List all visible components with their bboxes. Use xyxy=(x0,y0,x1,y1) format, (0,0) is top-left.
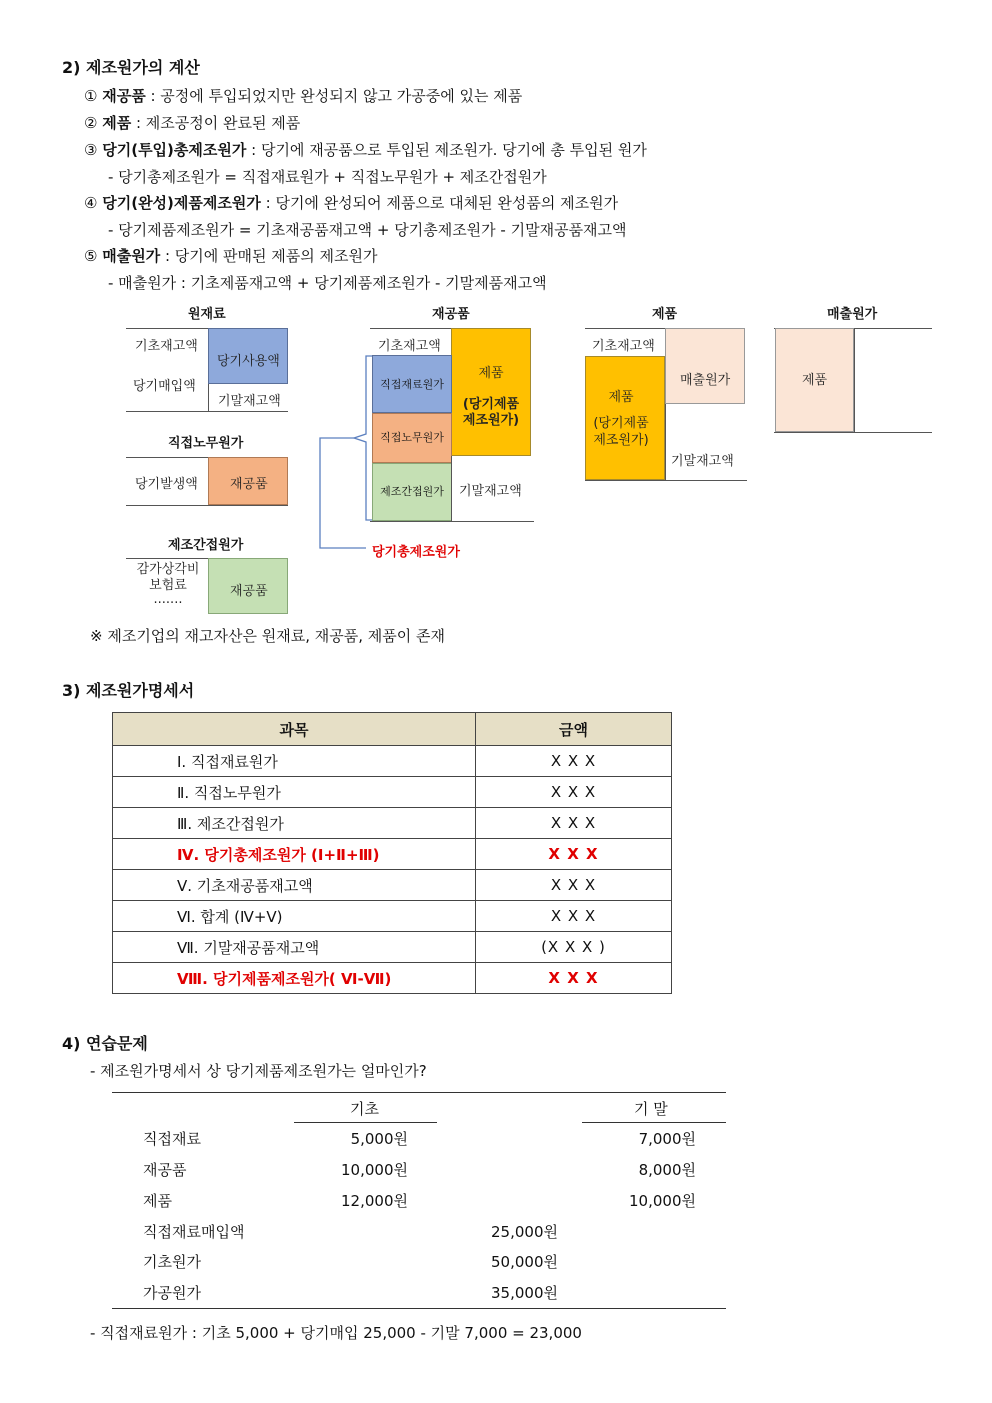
oh-wip: 재공품 xyxy=(230,584,268,599)
extra-value: 25,000원 xyxy=(491,1223,558,1241)
exercise-bottom-line xyxy=(112,1308,726,1309)
exercise-top-line xyxy=(112,1092,726,1093)
wip-begin: 기초재고액 xyxy=(378,339,441,354)
col-begin-underline xyxy=(294,1122,437,1123)
extra-label: 기초원가 xyxy=(143,1253,201,1271)
raw-begin: 기초재고액 xyxy=(135,339,198,354)
table-row: Ⅵ. 합계 (Ⅳ+Ⅴ) X X X xyxy=(113,901,672,932)
col-end: 기 말 xyxy=(634,1100,668,1118)
row-end: 10,000원 xyxy=(629,1192,696,1210)
wip-total: 당기총제조원가 xyxy=(372,545,460,560)
labor-title: 직접노무원가 xyxy=(168,436,244,451)
labor-bottom-line xyxy=(126,505,288,506)
wip-goods-label: 제품 xyxy=(478,366,504,381)
fg-cogs-box xyxy=(665,328,745,404)
item-4-formula: - 당기제품제조원가 = 기초재공품재고액 + 당기총제조원가 - 기말재공품재고액 xyxy=(108,221,627,239)
wip-oh: 제조간접원가 xyxy=(380,485,444,498)
wip-center-line xyxy=(451,456,452,522)
cogs-goods: 제품 xyxy=(802,373,828,388)
labor-wip: 재공품 xyxy=(230,477,268,492)
fg-cogs: 매출원가 xyxy=(680,373,731,388)
cogs-bottom-line xyxy=(774,432,932,433)
row-label: 재공품 xyxy=(143,1161,187,1179)
section-3-title: 3) 제조원가명세서 xyxy=(62,681,195,700)
col-begin: 기초 xyxy=(350,1100,379,1118)
row-label: 직접재료 xyxy=(143,1130,201,1148)
item-4: ④ 당기(완성)제품제조원가 : 당기에 완성되어 제품으로 대체된 완성품의 제조원가 xyxy=(84,194,619,212)
wip-dm: 직접재료원가 xyxy=(380,378,444,391)
wip-bottom-line xyxy=(370,521,534,522)
table-row: Ⅰ. 직접재료원가 X X X xyxy=(113,746,672,777)
labor-incurred: 당기발생액 xyxy=(135,477,198,492)
section-2-title: 2) 제조원가의 계산 xyxy=(62,58,200,77)
table-header xyxy=(113,713,672,746)
fg-bottom-line xyxy=(585,480,747,481)
oh-items: 감가상각비 보험료 ....... xyxy=(136,562,200,607)
item-5: ⑤ 매출원가 : 당기에 판매된 제품의 제조원가 xyxy=(84,247,378,265)
section-4-title: 4) 연습문제 xyxy=(62,1034,148,1053)
cogs-title: 매출원가 xyxy=(827,307,878,322)
table-row-total-manufacturing-cost: Ⅳ. 당기총제조원가 (Ⅰ+Ⅱ+Ⅲ) X X X xyxy=(113,839,672,870)
wip-goods-sub: (당기제품 제조원가) xyxy=(462,397,520,429)
oh-title: 제조간접원가 xyxy=(168,538,244,553)
inventory-note: ※ 제조기업의 재고자산은 원재료, 재공품, 제품이 존재 xyxy=(90,627,446,645)
header-item: 과목 xyxy=(113,713,476,746)
fg-begin: 기초재고액 xyxy=(592,339,655,354)
row-begin: 5,000원 xyxy=(350,1130,408,1148)
wip-dl: 직접노무원가 xyxy=(380,431,444,444)
row-end: 8,000원 xyxy=(638,1161,696,1179)
cogs-center-line xyxy=(854,328,855,432)
extra-label: 직접재료매입액 xyxy=(143,1223,245,1241)
fg-center-line xyxy=(665,404,666,480)
extra-label: 가공원가 xyxy=(143,1284,201,1302)
exercise-question: - 제조원가명세서 상 당기제품제조원가는 얼마인가? xyxy=(90,1062,427,1080)
table-row: Ⅶ. 기말재공품재고액 (X X X ) xyxy=(113,932,672,963)
wip-total-bracket xyxy=(314,350,378,554)
col-end-underline xyxy=(582,1122,726,1123)
header-amount: 금액 xyxy=(476,713,672,746)
fg-title: 제품 xyxy=(652,307,678,322)
fg-end: 기말재고액 xyxy=(671,454,734,469)
raw-purchase: 당기매입액 xyxy=(133,379,196,394)
wip-goods-box xyxy=(451,328,531,456)
item-5-formula: - 매출원가 : 기초제품재고액 + 당기제품제조원가 - 기말제품재고액 xyxy=(108,274,547,292)
fg-cogm: 제품 (당기제품 제조원가) xyxy=(593,390,649,448)
raw-bottom-line xyxy=(126,411,288,412)
row-label: 제품 xyxy=(143,1192,172,1210)
table-row: Ⅱ. 직접노무원가 X X X xyxy=(113,777,672,808)
raw-end: 기말재고액 xyxy=(218,394,281,409)
item-3: ③ 당기(투입)총제조원가 : 당기에 재공품으로 투입된 제조원가. 당기에 총 투입된 원가 xyxy=(84,141,647,159)
exercise-answer: - 직접재료원가 : 기초 5,000 + 당기매입 25,000 - 기말 7,000 = 23,000 xyxy=(90,1324,582,1342)
wip-end: 기말재고액 xyxy=(459,484,522,499)
table-row: Ⅴ. 기초재공품재고액 X X X xyxy=(113,870,672,901)
extra-value: 50,000원 xyxy=(491,1253,558,1271)
row-end: 7,000원 xyxy=(638,1130,696,1148)
raw-used: 당기사용액 xyxy=(217,354,280,369)
item-3-formula: - 당기총제조원가 = 직접재료원가 + 직접노무원가 + 제조간접원가 xyxy=(108,168,547,186)
row-begin: 12,000원 xyxy=(341,1192,408,1210)
item-2: ② 제품 : 제조공정이 완료된 제품 xyxy=(84,114,301,132)
extra-value: 35,000원 xyxy=(491,1284,558,1302)
table-row-cost-of-goods-manufactured: Ⅷ. 당기제품제조원가( Ⅵ-Ⅶ) X X X xyxy=(113,963,672,994)
cost-statement-table xyxy=(112,712,672,994)
wip-title: 재공품 xyxy=(432,307,470,322)
item-1: ① 재공품 : 공정에 투입되었지만 완성되지 않고 가공중에 있는 제품 xyxy=(84,87,523,105)
table-row: Ⅲ. 제조간접원가 X X X xyxy=(113,808,672,839)
row-begin: 10,000원 xyxy=(341,1161,408,1179)
raw-title: 원재료 xyxy=(188,307,226,322)
